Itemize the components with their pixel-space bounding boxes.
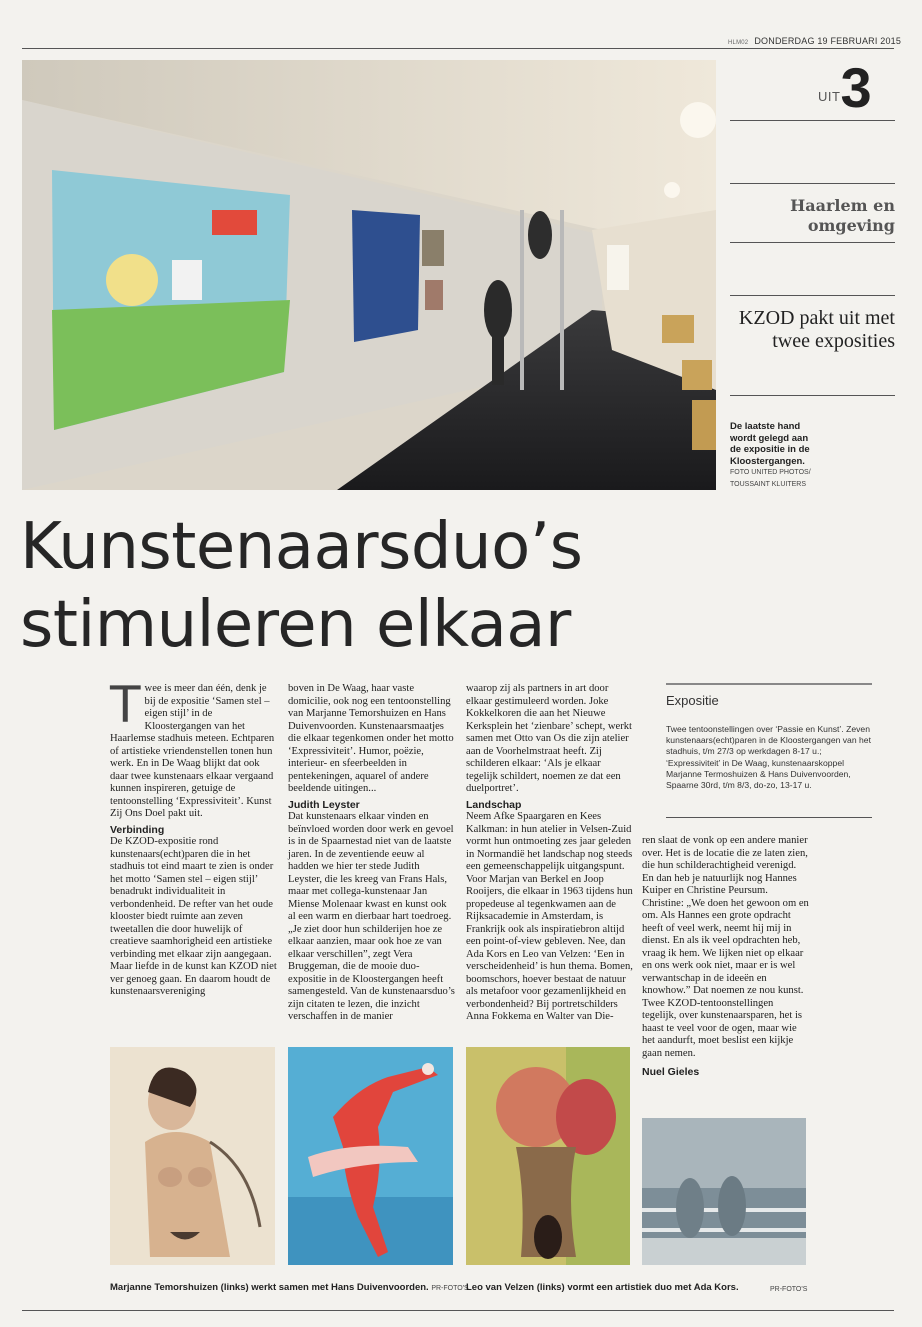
paragraph: Maar liefde in de kunst kan KZOD niet ver genoeg gaan. En daarom houdt de kunstenaarsvereniging (110, 961, 277, 997)
paragraph: Neem Afke Spaargaren en Kees Kalkman: in hun atelier in Velsen-Zuid vormt hun ontmoeting zes jaar geleden in Normandië het landschap nog steeds een gemeenschappelijk uitgangspunt. Voor Marjan van Berkel en Joop Rooijers, die elkaar in 1963 tijdens hun propedeuse al tegenkwamen aan de Rijksacademie in Amsterdam, is Frankrijk ook als inspiratiebron altijd een point-of-view gebleven. Nee, dan Ada Kors en Leo van Velzen: ‘Een in verscheidenheid’ is hun thema. Bomen, boomschors, hoever bestaat de natuur als metafoor voor gezamenlijkheid en verbondenheid? Bij portretschilders Anna Fokkema en Walter van Die- (466, 811, 633, 1022)
paragraph: Dat kunstenaars elkaar vinden en beïnvloed worden door werk en gevoel is in de Spaarnestad niet van de laatste jaren. In de zeventiende eeuw al hadden we hier ter stede Judith Leyster, die les kreeg van Frans Hals, maar met collega-kunstenaar Jan Miense Molenaar kwast en kunst ook al een warm en dierbaar hart toedroeg. (288, 811, 454, 922)
article-column-3 (466, 683, 634, 1024)
paragraph: ren slaat de vonk op een andere manier over. Het is de locatie die ze laten zien, die hun schilderachtigheid verenigd. (642, 835, 808, 871)
photo-caption (730, 421, 820, 490)
sidebar-rule-4 (730, 295, 895, 296)
sidebar-rule-5 (730, 395, 895, 396)
main-photo (22, 60, 716, 490)
uit-label: UIT (818, 89, 841, 104)
cloister-gallery-illustration (22, 60, 716, 490)
masthead-brand: HLM02 (728, 40, 749, 46)
teaser-text: KZOD pakt uit met twee exposities (738, 307, 895, 352)
artwork-couple-landscape (642, 1118, 806, 1265)
drop-cap: T (110, 676, 141, 734)
author-byline: Nuel Gieles (642, 1066, 700, 1078)
caption-left-text: Marjanne Temorshuizen (links) werkt samen met Hans Duivenvoorden. (110, 1282, 429, 1293)
page-number: 3 (840, 56, 872, 119)
paragraph: En dan heb je natuurlijk nog Hannes Kuiper en Christine Peursum. Christine: „We doen het gewoon om en om. Als Hannes een grote opdracht heeft of veel werk, neemt hij mij in dienst. En als ik veel opdrachten heb, vraag ik hem. We lijken niet op elkaar en ons werk ook niet, maar er is wel verwantschap in de ideeën en knowhow.” Dat noemen ze nou kunst. (642, 872, 809, 996)
bottom-rule (22, 1310, 894, 1311)
section-number (818, 56, 872, 119)
caption-left (110, 1282, 469, 1293)
caption-left-credit: PR-FOTO'S (431, 1285, 469, 1292)
headline-line-2: stimuleren elkaar (20, 588, 571, 662)
caption-right (466, 1282, 739, 1293)
infobox-bottom-rule (666, 817, 872, 818)
artwork-nude-figure (110, 1047, 275, 1265)
expositie-infobox (666, 683, 872, 791)
subheading-judith-leyster: Judith Leyster (288, 798, 360, 811)
intro-paragraph: wee is meer dan één, denk je bij de expositie ‘Samen stel – eigen stijl’ in de Kloostergangen van het Haarlemse stadhuis meteen. Echtparen of artistieke vriendenstellen tonen hun werk. En in De Waag blijkt dat ook daar twee kunstenaars elkaar vergaand kunnen inspireren, getuige de tentoonstelling ‘Expressiviteit’. Kunst Zij Ons Doel pakt uit. (110, 683, 275, 819)
photo-credit: FOTO UNITED PHOTOS/ TOUSSAINT KLUITERS (730, 469, 811, 488)
caption-right-text: Leo van Velzen (links) vormt een artistiek duo met Ada Kors. (466, 1282, 739, 1293)
sidebar-rule-3 (730, 242, 895, 243)
masthead-date: DONDERDAG 19 FEBRUARI 2015 (754, 36, 902, 46)
caption-right-credit: PR-FOTO'S (770, 1286, 808, 1293)
artwork-tree-faces (466, 1047, 630, 1265)
photo-caption-text: De laatste hand wordt gelegd aan de expositie in de Kloostergangen. (730, 421, 810, 467)
subheading-landschap: Landschap (466, 798, 522, 811)
caption-right-credit-wrap (770, 1283, 807, 1294)
masthead (728, 36, 901, 46)
headline (20, 508, 582, 664)
sidebar-rule-2 (730, 183, 895, 184)
section-title: Haarlem en omgeving (790, 196, 895, 235)
headline-line-1: Kunstenaarsduo’s (20, 510, 583, 584)
artwork-red-figure (288, 1047, 453, 1265)
paragraph: „Je ziet door hun schilderijen hoe ze elkaar aanzien, maar ook hoe ze van elkaar verschillen”, zegt Vera Bruggeman, die de mooie duo-expositie in de Kloostergangen heeft samengesteld. Van de kunstenaarsduo’s zijn citaten te lezen, die inzicht verschaffen in de manier (288, 923, 455, 1022)
sidebar-rule-1 (730, 120, 895, 121)
article-column-1 (110, 676, 278, 999)
infobox-text: Twee tentoonstellingen over ‘Passie en Kunst’. Zeven kunstenaars(echt)paren in de Kloostergangen van het stadhuis, t/m 27/3 op werkdagen 8-17 u.; ‘Expressiviteit’ in De Waag, kunstenaarskoppel Marjanne Termoshuizen & Hans Duivenvoorden, Spaarne 30rd, t/m 8/3, do-zo, 13-17 u. (666, 724, 871, 791)
subheading-verbinding: Verbinding (110, 823, 165, 836)
infobox-title: Expositie (666, 693, 719, 708)
paragraph: Twee KZOD-tentoonstellingen tegelijk, over kunstenaarsparen, het is haast te veel voor de ogen, maar wie het aandurft, moet beslist een kijkje gaan nemen. (642, 997, 803, 1059)
article-column-4 (642, 835, 810, 1079)
article-column-2 (288, 683, 456, 1024)
paragraph: De KZOD-expositie rond kunstenaars(echt)paren die in het stadhuis tot eind maart te zien is onder het motto ‘Samen stel – eigen stijl’ benadrukt individualiteit in verbondenheid. De refter van het oude klooster biedt ruimte aan zeven tweetallen die door huwelijk of creatieve saamhorigheid een artistieke verbinding met elkaar zijn aangegaan. (110, 836, 274, 960)
top-rule (22, 48, 894, 49)
paragraph: boven in De Waag, haar vaste domicilie, ook nog een tentoonstelling van Marjanne Temorshuizen en Hans Duivenvoorden. Kunstenaarsmaatjes die elkaar tegenkomen onder het motto ‘Expressiviteit’. Humor, poëzie, interieur- en sfeerbeelden in pentekeningen, aquarel of andere beeldende uitingen... (288, 683, 454, 794)
paragraph: waarop zij als partners in art door elkaar gestimuleerd worden. Joke Kokkelkoren die aan het Nieuwe Kerksplein het ‘zienbare’ schept, werkt samen met Otto van Os die zijn atelier aan de Voorhelmstraat heeft. Zij schilderen elkaar: ‘Als je elkaar tegelijk schildert, noemen ze dat een duelportret’. (466, 683, 632, 794)
